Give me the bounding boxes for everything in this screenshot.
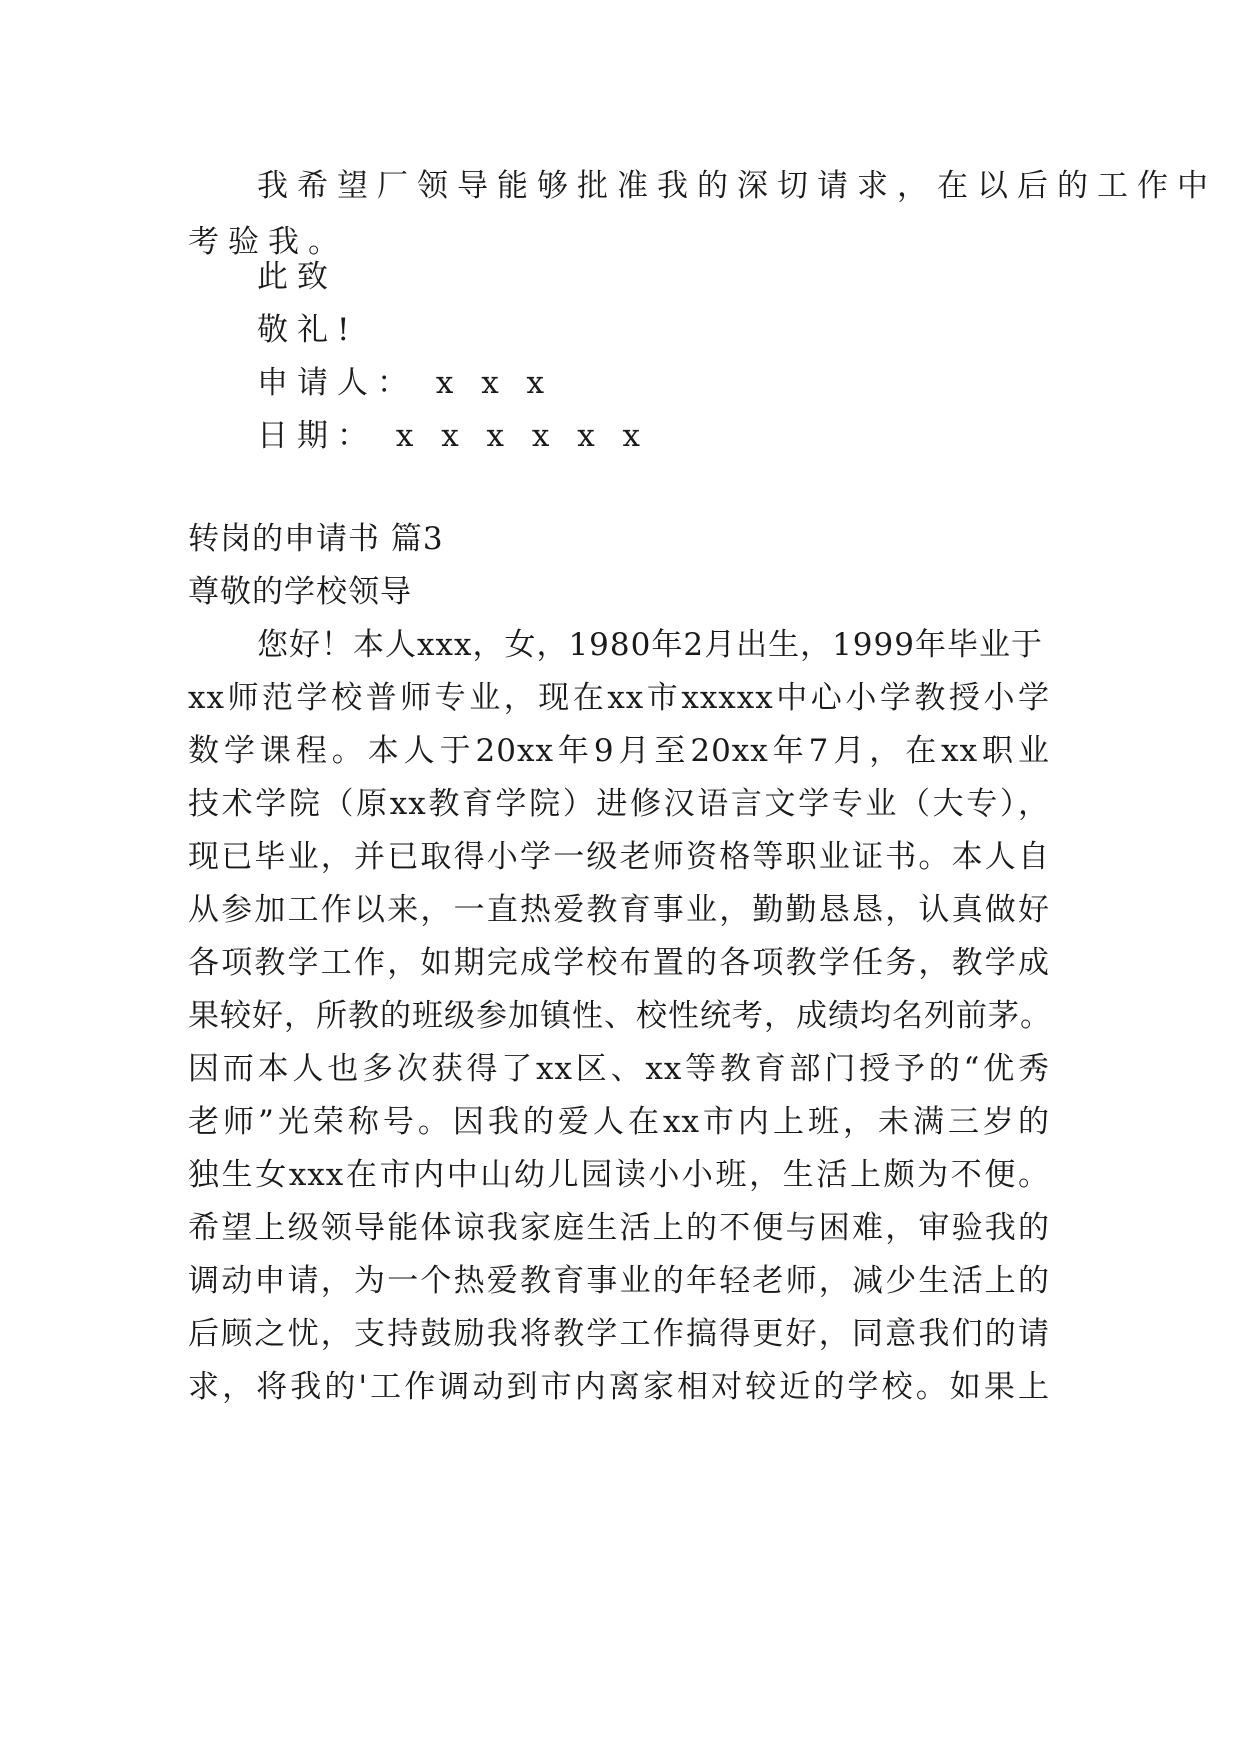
closing-line-1: 我希望厂领导能够批准我的深切请求，在以后的工作中 xyxy=(257,168,1217,204)
salutation-jingli: 敬礼! xyxy=(257,312,359,348)
body-line: 技术学院（原xx教育学院）进修汉语言文学专业（大专）， xyxy=(188,786,1050,822)
body-line: xx师范学校普师专业，现在xx市xxxxx中心小学教授小学 xyxy=(188,680,1050,716)
section-heading: 转岗的申请书 篇3 xyxy=(188,521,444,557)
applicant-line: 申请人： x x x xyxy=(257,365,554,401)
body-line: 从参加工作以来，一直热爱教育事业，勤勤恳恳，认真做好 xyxy=(188,892,1050,928)
body-line: 各项教学工作，如期完成学校布置的各项教学任务，教学成 xyxy=(188,945,1050,981)
body-line: 希望上级领导能体谅我家庭生活上的不便与困难，审验我的 xyxy=(188,1210,1050,1246)
body-line: 调动申请，为一个热爱教育事业的年轻老师，减少生活上的 xyxy=(188,1263,1050,1299)
body-line: 您好！本人xxx，女，1980年2月出生，1999年毕业于 xyxy=(257,627,1043,663)
body-line: 数学课程。本人于20xx年9月至20xx年7月，在xx职业 xyxy=(188,733,1050,769)
body-line: 现已毕业，并已取得小学一级老师资格等职业证书。本人自 xyxy=(188,839,1050,875)
body-line: 因而本人也多次获得了xx区、xx等教育部门授予的“优秀 xyxy=(188,1051,1050,1087)
body-line: 老师”光荣称号。因我的爱人在xx市内上班，未满三岁的 xyxy=(188,1104,1050,1140)
body-line: 后顾之忧，支持鼓励我将教学工作搞得更好，同意我们的请 xyxy=(188,1316,1050,1352)
body-line: 果较好，所教的班级参加镇性、校性统考，成绩均名列前茅。 xyxy=(188,998,1052,1034)
body-line: 独生女xxx在市内中山幼儿园读小小班，生活上颇为不便。 xyxy=(188,1157,1050,1193)
addressee: 尊敬的学校领导 xyxy=(188,574,412,610)
date-line: 日期： x x x x x x xyxy=(257,418,650,454)
salutation-cizhi: 此致 xyxy=(257,259,337,295)
body-line: 求，将我的'工作调动到市内离家相对较近的学校。如果上 xyxy=(188,1369,1050,1405)
closing-line-2: 考验我。 xyxy=(188,224,348,260)
